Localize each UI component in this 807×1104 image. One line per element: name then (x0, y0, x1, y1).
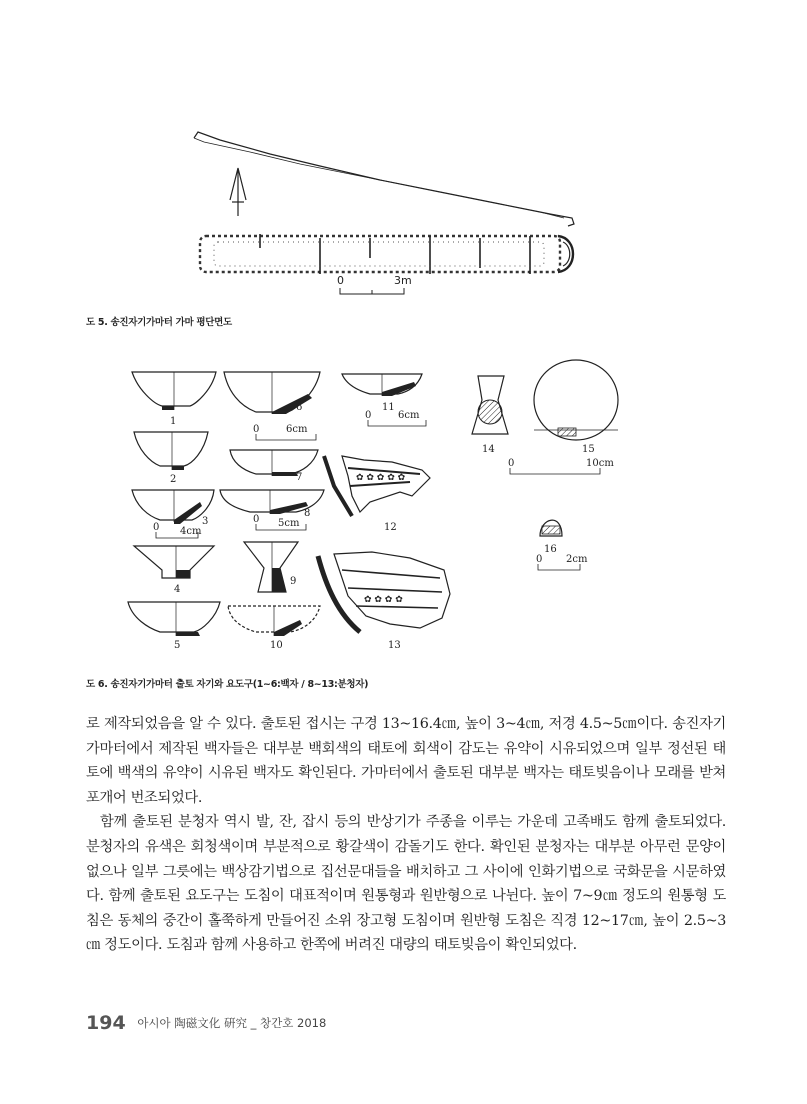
item-15-disc-support (534, 360, 618, 455)
scale-max-label: 3m (394, 274, 412, 287)
item-number-1: 1 (170, 416, 177, 427)
item-4-cup (134, 546, 214, 595)
item-5-bowl (128, 602, 220, 651)
item-number-7: 7 (296, 472, 303, 483)
body-text (86, 712, 726, 958)
svg-text:5cm: 5cm (278, 518, 300, 529)
figure5-caption: 도 5. 송진자기가마터 가마 평단면도 (86, 317, 232, 328)
item-number-15: 15 (582, 444, 595, 455)
svg-text:6cm: 6cm (286, 424, 308, 435)
item-11-bowl (342, 374, 422, 413)
item-7-bowl (230, 450, 318, 483)
item-number-12: 12 (384, 522, 397, 533)
svg-text:0: 0 (536, 554, 543, 565)
item-1-bowl (132, 372, 216, 427)
item-number-10: 10 (270, 640, 283, 651)
item-number-11: 11 (382, 402, 395, 413)
journal-title: 아시아 陶磁文化 硏究 _ 창간호 2018 (137, 1016, 327, 1030)
item-number-4: 4 (174, 584, 181, 595)
item-10-bowl (228, 606, 320, 651)
item-number-13: 13 (388, 640, 401, 651)
kiln-section-profile (194, 132, 574, 226)
item-number-8: 8 (304, 508, 311, 519)
figure5-kiln-drawing (180, 128, 600, 300)
svg-text:4cm: 4cm (180, 526, 202, 537)
item-3-bowl (132, 490, 214, 527)
figure6-caption: 도 6. 송진자기가마터 출토 자기와 요도구(1~6:백자 / 8~13:분청자) (86, 679, 369, 690)
item-14-cylinder-support (472, 376, 508, 455)
item-9-stem-cup (244, 542, 298, 592)
item-number-3: 3 (202, 516, 209, 527)
scale-bar-item11 (365, 410, 426, 426)
svg-text:10cm: 10cm (586, 458, 614, 469)
svg-text:0: 0 (365, 410, 372, 421)
item-number-14: 14 (482, 444, 495, 455)
item-13-sherd (318, 552, 450, 651)
item-number-9: 9 (290, 576, 297, 587)
paragraph-2: 함께 출토된 분청자 역시 발, 잔, 잡시 등의 반상기가 주종을 이루는 가운데 고족배도 함께 출토되었다. 분청자의 유색은 회청색이며 부분적으로 황갈색이 감돌기도 한다. 확인된 분청자는 대부분 아무런 문양이 없으나 일부 그릇에는 백상감기법으로 집선문대들을 배치하고 그 사이에 인화기법으로 국화문을 시문하였다. 함께 출토된 요도구는 도침이 대표적이며 원통형과 원반형으로 나뉜다. 높이 7~9㎝ 정도의 원통형 도침은 동체의 중간이 홀쭉하게 만들어진 소위 장고형 도침이며 원반형 도침은 직경 12~17㎝, 높이 2.5~3㎝ 정도이다. 도침과 함께 사용하고 한쪽에 버려진 대량의 태토빚음이 확인되었다. (86, 814, 726, 954)
svg-text:✿ ✿ ✿ ✿ ✿: ✿ ✿ ✿ ✿ ✿ (356, 473, 406, 483)
scale-bar-item8 (253, 514, 306, 530)
item-number-16: 16 (544, 544, 557, 555)
scale-bar-fig5 (337, 274, 412, 294)
item-8-bowl (220, 490, 324, 519)
page-footer (86, 1012, 326, 1034)
item-number-2: 2 (170, 474, 177, 485)
svg-text:0: 0 (508, 458, 515, 469)
svg-text:0: 0 (153, 522, 160, 533)
scale-bar-item16 (536, 554, 588, 570)
paragraph-1: 로 제작되었음을 알 수 있다. 출토된 접시는 구경 13~16.4㎝, 높이 3~4㎝, 저경 4.5~5㎝이다. 송진자기가마터에서 제작된 백자들은 대부분 백회색의 태토에 회색이 감도는 유약이 시유되었으며 일부 정선된 태토에 백색의 유약이 시유된 백자도 확인된다. 가마터에서 출토된 대부분 백자는 태토빚음이나 모래를 받쳐 포개어 번조되었다. (86, 716, 726, 806)
svg-text:0: 0 (253, 424, 260, 435)
page-number: 194 (86, 1012, 126, 1034)
scale-bar-item6 (253, 424, 316, 440)
item-number-6: 6 (296, 402, 303, 413)
figure6-ceramics-drawing (120, 356, 620, 656)
item-number-5: 5 (174, 640, 181, 651)
item-12-sherd (324, 456, 430, 533)
scale-zero-label: 0 (337, 274, 344, 287)
kiln-plan (200, 234, 573, 274)
north-arrow-icon (230, 168, 246, 216)
item-2-bowl (134, 432, 208, 485)
scale-bar-item15 (508, 458, 614, 474)
scale-bar-item3 (153, 522, 202, 538)
svg-text:6cm: 6cm (398, 410, 420, 421)
svg-text:2cm: 2cm (566, 554, 588, 565)
item-6-bowl (224, 372, 320, 414)
svg-text:0: 0 (253, 514, 260, 525)
item-16-small-support (540, 520, 562, 555)
svg-text:✿ ✿ ✿ ✿: ✿ ✿ ✿ ✿ (364, 595, 403, 605)
